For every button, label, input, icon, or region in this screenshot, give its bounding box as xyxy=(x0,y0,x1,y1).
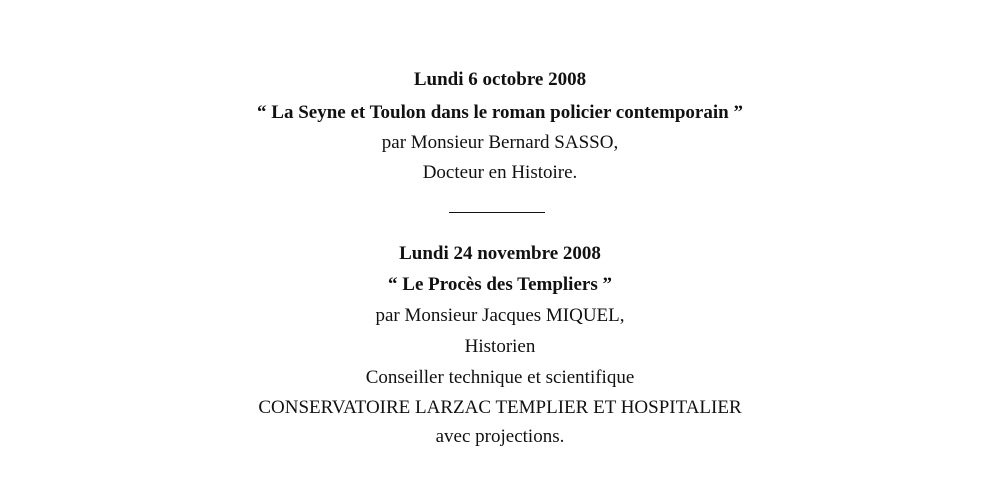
event1-title: “ La Seyne et Toulon dans le roman policier contemporain ” xyxy=(257,102,743,123)
event1-speaker: par Monsieur Bernard SASSO, xyxy=(381,132,619,153)
event2-role: Historien xyxy=(464,336,536,357)
event1-role: Docteur en Histoire. xyxy=(422,162,578,183)
event1-date: Lundi 6 octobre 2008 xyxy=(413,69,587,90)
event2-organization: CONSERVATOIRE LARZAC TEMPLIER ET HOSPITALIER xyxy=(258,397,742,418)
event2-role2: Conseiller technique et scientifique xyxy=(365,367,635,388)
event2-speaker: par Monsieur Jacques MIQUEL, xyxy=(375,305,625,326)
event2-title: “ Le Procès des Templiers ” xyxy=(388,274,612,295)
separator-line xyxy=(449,212,545,213)
event2-date: Lundi 24 novembre 2008 xyxy=(399,243,601,264)
event2-note: avec projections. xyxy=(435,426,565,447)
